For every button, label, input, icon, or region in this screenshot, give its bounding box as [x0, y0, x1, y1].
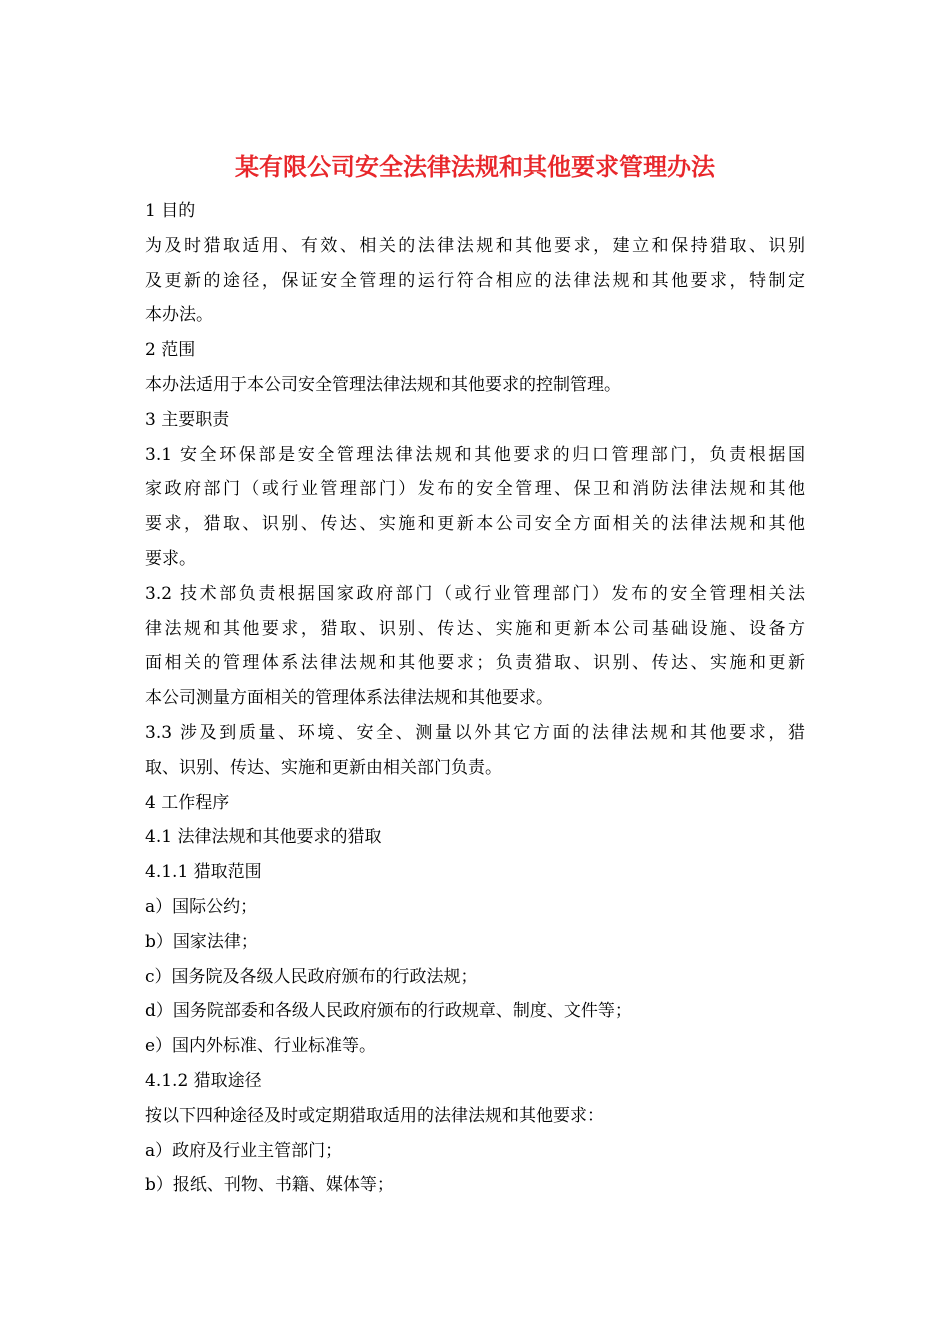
body-line: d）国务院部委和各级人民政府颁布的行政规章、制度、文件等； [145, 1001, 632, 1022]
body-line: 4.1 法律法规和其他要求的猎取 [145, 827, 382, 848]
body-line: e）国内外标准、行业标准等。 [145, 1036, 377, 1057]
body-line: 3.2 技术部负责根据国家政府部门（或行业管理部门）发布的安全管理相关法 [145, 583, 805, 604]
body-line: 本办法适用于本公司安全管理法律法规和其他要求的控制管理。 [145, 374, 621, 395]
body-line: 律法规和其他要求，猎取、识别、传达、实施和更新本公司基础设施、设备方 [145, 618, 805, 639]
body-line: 家政府部门（或行业管理部门）发布的安全管理、保卫和消防法律法规和其他 [145, 479, 805, 500]
body-line: b）报纸、刊物、书籍、媒体等； [145, 1175, 394, 1196]
body-line: c）国务院及各级人民政府颁布的行政法规； [145, 966, 478, 987]
body-line: b）国家法律； [145, 931, 258, 952]
document-title: 某有限公司安全法律法规和其他要求管理办法 [235, 152, 715, 181]
body-line: 要求。 [145, 548, 196, 569]
body-line: 4.1.1 猎取范围 [145, 862, 262, 883]
body-line: 3.3 涉及到质量、环境、安全、测量以外其它方面的法律法规和其他要求，猎 [145, 722, 805, 743]
document-body [145, 194, 805, 1203]
body-line: 取、识别、传达、实施和更新由相关部门负责。 [145, 757, 502, 778]
body-line: 面相关的管理体系法律法规和其他要求；负责猎取、识别、传达、实施和更新 [145, 653, 805, 674]
body-line: 4 工作程序 [145, 792, 230, 813]
body-line: 本公司测量方面相关的管理体系法律法规和其他要求。 [145, 688, 553, 709]
body-line: 3 主要职责 [145, 409, 230, 430]
body-line: 3.1 安全环保部是安全管理法律法规和其他要求的归口管理部门，负责根据国 [145, 444, 805, 465]
body-line: 1 目的 [145, 201, 196, 221]
body-line: 为及时猎取适用、有效、相关的法律法规和其他要求，建立和保持猎取、识别 [145, 235, 805, 256]
body-line: 按以下四种途径及时或定期猎取适用的法律法规和其他要求： [145, 1105, 604, 1126]
body-line: 2 范围 [145, 340, 196, 361]
body-line: a）政府及行业主管部门； [145, 1140, 343, 1161]
body-line: 及更新的途径，保证安全管理的运行符合相应的法律法规和其他要求，特制定 [145, 270, 805, 291]
body-line: 本办法。 [145, 305, 213, 326]
body-line: 要求，猎取、识别、传达、实施和更新本公司安全方面相关的法律法规和其他 [145, 514, 805, 535]
body-line: 4.1.2 猎取途径 [145, 1070, 262, 1091]
body-line: a）国际公约； [145, 896, 258, 917]
